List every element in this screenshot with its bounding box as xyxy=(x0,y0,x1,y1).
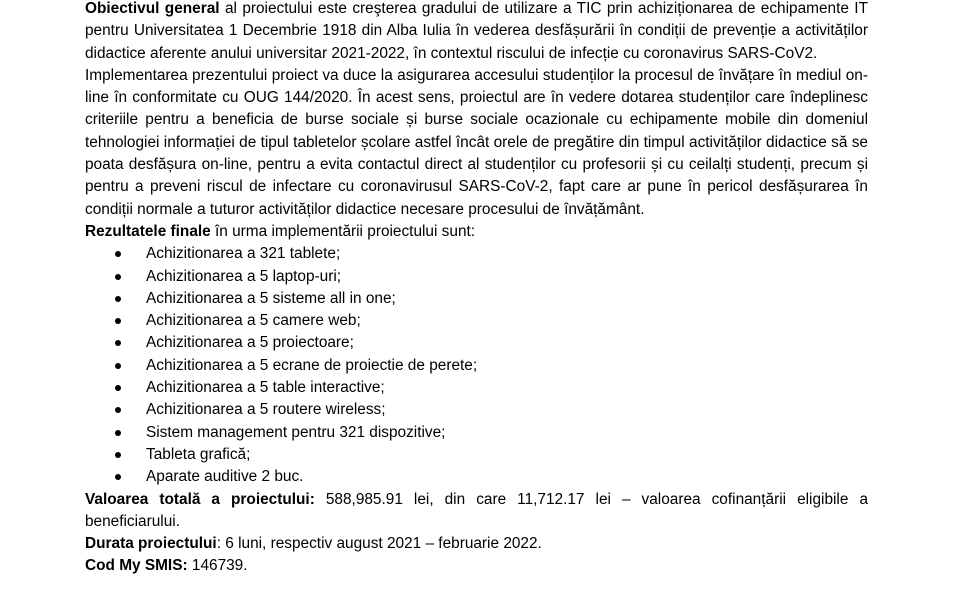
duration-paragraph xyxy=(85,533,868,555)
list-item xyxy=(85,422,868,444)
bullet-icon xyxy=(115,318,121,324)
list-item xyxy=(85,355,868,377)
bullet-icon xyxy=(115,474,121,480)
list-item-text: Achizitionarea a 321 tablete; xyxy=(146,245,341,263)
list-item-text: Aparate auditive 2 buc. xyxy=(146,468,304,486)
bullet-icon xyxy=(115,430,121,436)
duration-label: Durata proiectului xyxy=(85,535,217,553)
list-item-text: Achizitionarea a 5 proiectoare; xyxy=(146,334,354,352)
results-label: Rezultatele finale xyxy=(85,222,211,240)
smis-label: Cod My SMIS: xyxy=(85,557,188,575)
bullet-icon xyxy=(115,407,121,413)
value-label: Valoarea totală a proiectului: xyxy=(85,490,315,508)
objective-paragraph xyxy=(85,0,868,65)
smis-text: 146739. xyxy=(187,557,248,575)
bullet-icon xyxy=(115,296,121,302)
list-item-text: Achizitionarea a 5 sisteme all in one; xyxy=(146,289,396,307)
list-item xyxy=(85,288,868,310)
list-item xyxy=(85,310,868,332)
value-text: 588,985.91 lei, din care 11,712.17 lei – valoarea cofinanțării eligibile a beneficiarului. xyxy=(85,490,868,530)
objective-text: al proiectului este creşterea gradului de utilizare a TIC prin achiziționarea de echipamente IT pentru Universitatea 1 Decembrie 1918 din Alba Iulia în vederea desfășurării în condiții de prevenție a activităților didactice aferente anului universitar 2021-2022, în contextul riscului de infecție cu coronavirus SARS-CoV2. xyxy=(85,0,868,62)
list-item-text: Achizitionarea a 5 laptop-uri; xyxy=(146,267,342,285)
bullet-icon xyxy=(115,385,121,391)
list-item-text: Tableta grafică; xyxy=(146,445,251,463)
results-heading xyxy=(85,221,868,243)
list-item xyxy=(85,266,868,288)
results-intro-text: în urma implementării proiectului sunt: xyxy=(210,222,476,240)
list-item-text: Sistem management pentru 321 dispozitive; xyxy=(146,423,446,441)
duration-text: : 6 luni, respectiv august 2021 – februarie 2022. xyxy=(216,535,542,553)
value-paragraph xyxy=(85,489,868,534)
smis-paragraph xyxy=(85,555,868,577)
list-item-text: Achizitionarea a 5 camere web; xyxy=(146,312,361,330)
list-item xyxy=(85,332,868,354)
implementation-paragraph: Implementarea prezentului proiect va duce la asigurarea accesului studenților la procesul de învățare în mediul on-line în conformitate cu OUG 144/2020. În acest sens, proiectul are în vedere dotarea studenților care îndeplinesc criteriile pentru a beneficia de burse sociale și burse sociale ocazionale cu echipamente mobile din domeniul tehnologiei informației de tipul tabletelor școlare astfel încât orele de pregătire din timpul activităților didactice să se poata desfășura on-line, pentru a evita contactul direct al studenților cu profesorii și cu ceilalți studenți, precum și pentru a preveni riscul de infectare cu coronavirusul SARS-CoV-2, fapt care ar pune în pericol desfășurarea în condiții normale a tuturor activităților didactice necesare procesului de învățământ. xyxy=(85,66,868,218)
list-item xyxy=(85,444,868,466)
bullet-icon xyxy=(115,452,121,458)
list-item-text: Achizitionarea a 5 ecrane de proiectie de perete; xyxy=(146,356,478,374)
objective-label: Obiectivul general xyxy=(85,0,220,17)
list-item-text: Achizitionarea a 5 table interactive; xyxy=(146,379,385,397)
bullet-icon xyxy=(115,340,121,346)
bullet-icon xyxy=(115,251,121,257)
document-page xyxy=(85,0,868,578)
list-item xyxy=(85,466,868,488)
results-list xyxy=(85,243,868,488)
list-item-text: Achizitionarea a 5 routere wireless; xyxy=(146,401,386,419)
list-item xyxy=(85,377,868,399)
bullet-icon xyxy=(115,274,121,280)
list-item xyxy=(85,243,868,265)
list-item xyxy=(85,399,868,421)
bullet-icon xyxy=(115,363,121,369)
